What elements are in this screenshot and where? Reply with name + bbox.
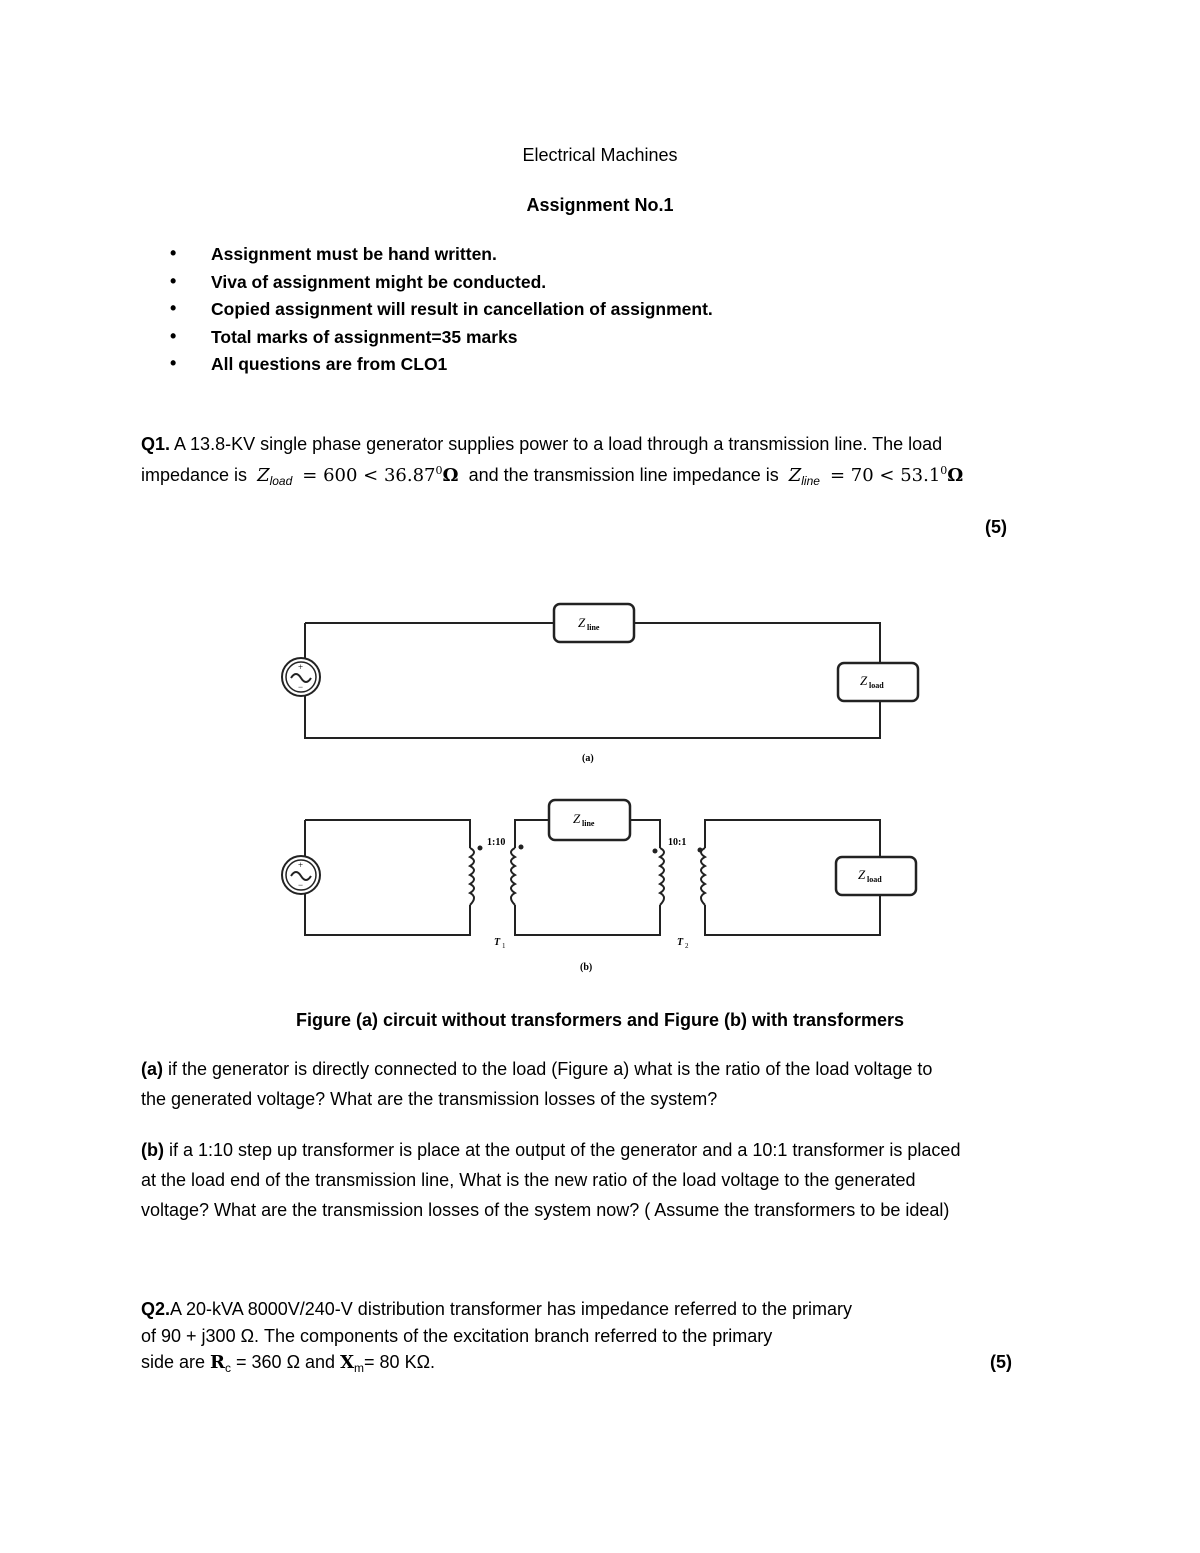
t2-sub: 2 [685, 942, 689, 950]
instruction-item: • All questions are from CLO1 [170, 354, 713, 382]
zline-b-label: Z [573, 811, 581, 826]
t2-ratio: 10:1 [668, 837, 687, 848]
svg-text:+: + [298, 662, 304, 672]
part-a-line-2: the generated voltage? What are the transmission losses of the system? [141, 1089, 718, 1109]
transformer-t2-icon [660, 848, 705, 905]
q1-marks: (5) [985, 517, 1007, 537]
q1-text-2b: and the transmission line impedance is [468, 465, 779, 485]
transformer-t1-icon [470, 848, 515, 905]
part-b-line-3: voltage? What are the transmission losses of the system now? ( Assume the transformers to be ideal) [141, 1200, 950, 1220]
svg-text:−: − [298, 682, 304, 692]
t1-ratio: 1:10 [487, 837, 506, 848]
zline-box-a [554, 604, 634, 642]
instruction-item: • Viva of assignment might be conducted. [170, 272, 713, 300]
zload-symbol: Z [257, 465, 270, 486]
instruction-item: • Assignment must be hand written. [170, 244, 713, 272]
assignment-title: Assignment No.1 [526, 195, 674, 215]
xm-subscript: m [354, 1361, 365, 1375]
ac-source-icon [282, 658, 320, 696]
q1-text-2a: impedance is [141, 465, 248, 485]
rc-symbol: R [210, 1352, 226, 1373]
q1-label: Q1. [141, 434, 171, 454]
xm-symbol: X [340, 1352, 355, 1373]
t1-sub: 1 [502, 942, 506, 950]
zload-b-sub: load [867, 875, 882, 884]
zload-a-label: Z [860, 673, 868, 688]
q2-label: Q2. [141, 1299, 171, 1319]
q2-line-2: of 90 + j300 Ω. The components of the excitation branch referred to the primary [141, 1326, 773, 1346]
zload-value: = 600 < 36.87 [302, 465, 436, 486]
part-b-text-1: if a 1:10 step up transformer is place at the output of the generator and a 10:1 transformer is placed [163, 1140, 961, 1160]
zload-box-a [838, 663, 918, 701]
q2-text-1: A 20-kVA 8000V/240-V distribution transformer has impedance referred to the primary [170, 1299, 853, 1319]
q2-text-3a: side are [141, 1352, 211, 1372]
zline-value: = 70 < 53.1 [829, 465, 941, 486]
zload-subscript: load [269, 474, 293, 488]
part-a-text-1: if the generator is directly connected to the load (Figure a) what is the ratio of the load voltage to [163, 1059, 933, 1079]
part-b-label: (b) [141, 1140, 164, 1160]
instruction-item: • Copied assignment will result in cancellation of assignment. [170, 299, 713, 327]
rc-subscript: c [225, 1361, 232, 1375]
figure-b-caption: (b) [580, 962, 593, 973]
q1-text-1: A 13.8-KV single phase generator supplies power to a load through a transmission line. The load [174, 434, 943, 454]
zline-subscript: line [801, 474, 820, 488]
part-b-line-1 [141, 1140, 960, 1161]
zload-a-sub: load [869, 681, 884, 690]
svg-text:+: + [298, 860, 304, 870]
course-title: Electrical Machines [522, 145, 678, 165]
instruction-item: • Total marks of assignment=35 marks [170, 327, 713, 355]
zline-a-sub: line [587, 623, 600, 632]
figure-a-caption: (a) [582, 753, 594, 764]
q2-line-1 [141, 1299, 852, 1320]
zload-ohm: Ω [442, 465, 459, 486]
svg-text:−: − [298, 880, 304, 890]
q2-text-3b: = 360 Ω and [231, 1352, 341, 1372]
zline-degree: 0 [940, 464, 948, 477]
part-a-label: (a) [141, 1059, 163, 1079]
zline-b-sub: line [582, 819, 595, 828]
zload-degree: 0 [435, 464, 443, 477]
circuit-b-left-wires [305, 820, 470, 935]
ac-source-icon [282, 856, 320, 894]
zload-box-b [836, 857, 916, 895]
q2-line-3 [141, 1352, 435, 1375]
zload-b-label: Z [858, 867, 866, 882]
t1-label: T [494, 937, 501, 948]
zline-ohm: Ω [947, 465, 964, 486]
part-a-line-1 [141, 1059, 932, 1080]
q2-text-3c: = 80 KΩ. [364, 1352, 436, 1372]
zline-symbol: Z [788, 465, 802, 486]
zline-a-label: Z [578, 615, 586, 630]
figure-caption: Figure (a) circuit without transformers and Figure (b) with transformers [295, 1010, 905, 1030]
t2-label: T [677, 937, 684, 948]
q2-marks: (5) [990, 1352, 1012, 1372]
part-b-line-2: at the load end of the transmission line, What is the new ratio of the load voltage to the generated [141, 1170, 916, 1190]
zline-box-b [549, 800, 630, 840]
